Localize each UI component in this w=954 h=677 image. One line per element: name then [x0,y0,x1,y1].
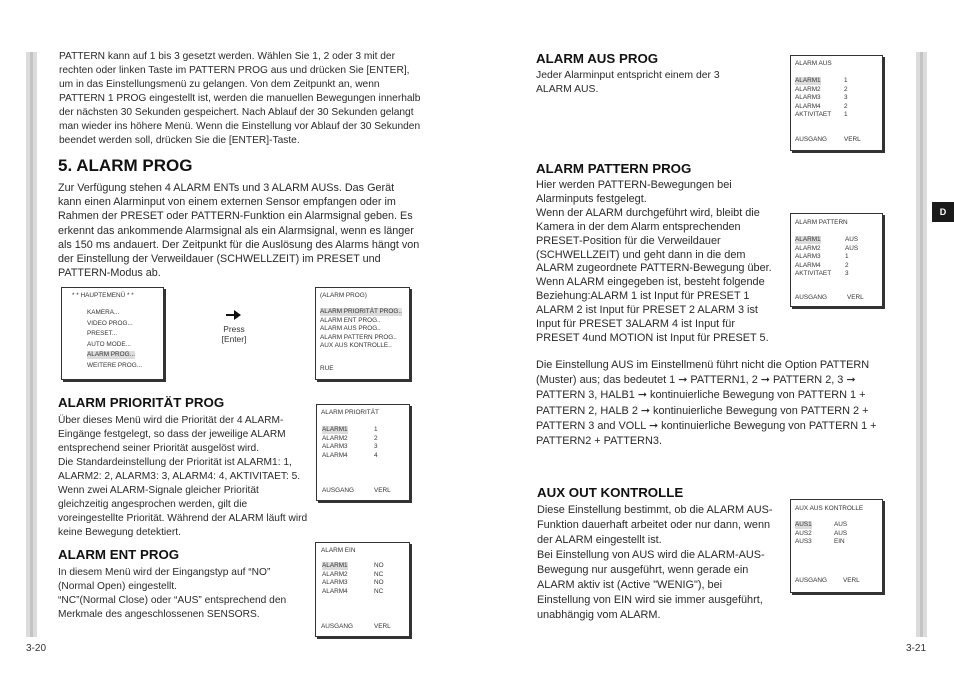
pattern-menu-title: ALARM PATTERN [795,219,848,226]
prio-row-label: ALARM4 [322,451,348,459]
ent-row-label: ALARM1 [322,562,348,569]
prio-menu-screen [316,404,410,501]
pattern-row-value: 2 [845,261,849,269]
page-number-right: 3-21 [906,643,927,654]
aux-menu-screen [790,499,883,593]
aus-row-value: 3 [844,94,848,101]
ent-row-label: ALARM2 [322,570,348,578]
pattern-row-label: ALARM3 [795,253,821,260]
press-label: Press [223,324,245,334]
ent-row-value: NO [374,579,384,586]
menu-item: ALARM ENT PROG.. [320,316,381,324]
ent-row-label: ALARM3 [322,579,348,586]
aus-heading: ALARM AUS PROG [536,51,659,66]
aus-row-value: 2 [844,102,848,110]
prio-row-value: 3 [374,443,378,450]
aux-row-value: AUS [834,529,848,537]
menu-item: WEITERE PROG... [87,361,143,369]
menu-item: PRESET... [87,330,118,337]
aus-row-label: AKTIVITAET [795,111,832,118]
pattern-row-value: 1 [845,253,849,260]
left-margin-bar [26,52,37,637]
menu-item: KAMERA... [87,309,120,316]
ausgang-label: AUSGANG [795,577,827,584]
aus-row-value: 2 [844,85,848,93]
prio-row-value: 2 [374,434,378,442]
pattern-menu-screen [790,213,883,307]
prio-row-label: ALARM3 [322,443,348,450]
pattern-row-label: ALARM2 [795,244,821,252]
aux-row-label: AUS3 [795,538,812,545]
aux-row-value: EIN [834,538,845,545]
pattern-row-label: ALARM1 [795,236,821,243]
section-tab-d: D [932,202,954,222]
verl-label: VERL [847,294,864,301]
ent-body: In diesem Menü wird der Eingangstyp auf “NO” (Normal Open) eingestellt. “NC”(Normal Close) oder “AUS” entsprechend den Merkmale des angeschlossenen SENSORS. [58,567,287,620]
prio-body: Über dieses Menü wird die Priorität der 4 ALARM-Eingänge festgelegt, so dass der jeweilige ALARM entsprechend seiner Priorität ausgelöst wird. Die Standardeinstellung der Priorität ist ALARM1: 1, ALARM2: 2, ALARM3: 3, ALARM4: 4, AKTIVITAET: 5. Wenn zwei ALARM-Signale gleicher Priorität gleichzeitig angesprochen werden, gilt die voreingestellte Priorität. Während der ALARM läuft wird keine Bewegung detektiert. [58,415,308,538]
verl-label: VERL [374,487,391,494]
ent-row-value: NC [374,570,384,578]
aux-row-label: AUS1 [795,521,812,528]
aus-body: Jeder Alarminput entspricht einem der 3 ALARM AUS. [536,70,720,95]
intro-paragraph: PATTERN kann auf 1 bis 3 gesetzt werden. Wählen Sie 1, 2 oder 3 mit der rechten oder linken Taste im PATTERN PROG aus und drücken Sie [ENTER], um in das Einstellungsmenü zu gelangen. Von dem Zeitpunkt an, wenn PATTERN 1 PROG eingestellt ist, werden die manuellen Bewegungen innerhalb der nächsten 30 Sekunden gespeichert. Nach Ablauf der 30 Sekunden gelangt man wieder ins höhere Menü. Wenn die Einstellung vor Ablauf der 30 Sekunden beendet werden soll, drücken Sie die [ENTER]-Taste. [59,51,421,146]
menu-item: VIDEO PROG... [87,319,133,327]
prio-menu-title: ALARM PRIORITÄT [321,409,379,416]
aux-body: Diese Einstellung bestimmt, ob die ALARM AUS-Funktion dauerhaft arbeitet oder nur dann, wenn der ALARM eingestellt ist. Bei Einstellung von AUS wird die ALARM-AUS-Bewegung nur ausgeführt, wenn gerade ein ALARM aktiv ist (Active "WENIG"), bei Einstellung von EIN wird sie immer ausgeführt, unabhängig vom ALARM. [537,504,773,621]
main-menu-title: * * HAUPTEMENÜ * * [72,292,134,299]
verl-label: VERL [844,136,861,143]
ausgang-label: AUSGANG [795,136,827,143]
enter-label: [Enter] [221,334,247,344]
ausgang-label: AUSGANG [322,487,354,494]
page-number-left: 3-20 [26,643,47,654]
verl-label: VERL [843,577,860,584]
ausgang-label: AUSGANG [795,294,827,301]
ent-menu-screen [315,542,410,637]
prio-row-value: 4 [374,451,378,459]
pattern-body: Hier werden PATTERN-Bewegungen bei Alarminputs festgelegt. Wenn der ALARM durchgeführt wird, bleibt die Kamera in der dem Alarm entsprechenden PRESET-Position für die Verweildauer (SCHWELLZEIT) und geht dann in die dem ALARM zugeordnete PATTERN-Bewegung über. Wenn ALARM eingegeben ist, besteht folgende Beziehung:ALARM 1 ist Input für PRESET 1 ALARM 2 ist Input für PRESET 2 ALARM 3 ist Input für PRESET 3ALARM 4 ist Input für PRESET 4und MOTION ist Input für PRESET 5. [536,179,772,344]
menu-item-selected: ALARM PRIORITÄT PROG.. [320,308,402,315]
aus-row-value: 1 [844,77,848,84]
menu-item-selected: ALARM PROG... [87,351,135,358]
ent-row-value: NO [374,562,384,569]
ent-menu-title: ALARM EIN [321,547,356,554]
aux-row-label: AUS2 [795,529,812,537]
prio-row-label: ALARM2 [322,434,348,442]
aus-row-value: 1 [844,111,848,118]
menu-item: AUTO MODE... [87,340,131,348]
alarm-prog-screen [315,287,410,380]
ent-row-label: ALARM4 [322,587,348,595]
aus-menu-screen [790,55,883,151]
main-menu-screen [61,287,164,380]
pattern-row-value: AUS [845,244,859,252]
aux-menu-title: AUX AUS KONTROLLE [795,505,864,512]
menu-footer: RUE [320,365,334,372]
pattern-note: Die Einstellung AUS im Einstellmenü führt nicht die Option PATTERN (Muster) aus; das bedeutet 1 ➞ PATTERN1, 2 ➞ PATTERN 2, 3 ➞ PATTERN 3, HALB1 ➞ kontinuierliche Bewegung von PATTERN 1 + PATTERN 2, HALB 2 ➞ kontinuierliche Bewegung von PATTERN 2 + PATTERN 3 and VOLL ➞ kontinuierliche Bewegung von PATTERN 1 + PATTERN2 + PATTERN3. [536,359,877,448]
pattern-row-label: AKTIVITAET [795,270,832,277]
pattern-row-value: 3 [845,270,849,277]
ent-heading: ALARM ENT PROG [58,547,180,562]
aus-row-label: ALARM2 [795,85,821,93]
prio-heading: ALARM PRIORITÄT PROG [58,395,225,410]
aux-row-value: AUS [834,521,848,528]
aux-heading: AUX OUT KONTROLLE [537,485,684,500]
menu-item: AUX AUS KONTROLLE.. [320,342,392,349]
aus-menu-title: ALARM AUS [795,60,832,67]
section-body: Zur Verfügung stehen 4 ALARM ENTs und 3 ALARM AUSs. Das Gerät kann einen Alarminput von einem externen Sensor empfangen oder im Rahmen der PRESET oder PATTERN-Funktion ein Alarmsignal geben. Es erkennt das ankommende Alarmsignal als ein Alarmsignal, wenn es länger als 150 ms andauert. Der Zeitpunkt für die Auslösung des Alarms hängt von der Einstellung der Verweildauer (SCHWELLZEIT) im PRESET und PATTERN-Modus ab. [58,182,420,280]
right-margin-bar [916,52,927,637]
aus-row-label: ALARM3 [795,94,821,101]
prio-row-label: ALARM1 [322,426,348,433]
ausgang-label: AUSGANG [321,623,353,630]
pattern-row-label: ALARM4 [795,261,821,269]
aus-row-label: ALARM4 [795,102,821,110]
aus-row-label: ALARM1 [795,77,821,84]
pattern-row-value: AUS [845,236,859,243]
menu-item: ALARM AUS PROG.. [320,325,381,332]
prio-row-value: 1 [374,426,378,433]
menu-item: ALARM PATTERN PROG.. [320,333,397,341]
pattern-heading: ALARM PATTERN PROG [536,161,692,176]
ent-row-value: NC [374,587,384,595]
section-title: 5. ALARM PROG [58,156,193,175]
alarm-prog-title: (ALARM PROG) [320,292,367,299]
verl-label: VERL [374,623,391,630]
